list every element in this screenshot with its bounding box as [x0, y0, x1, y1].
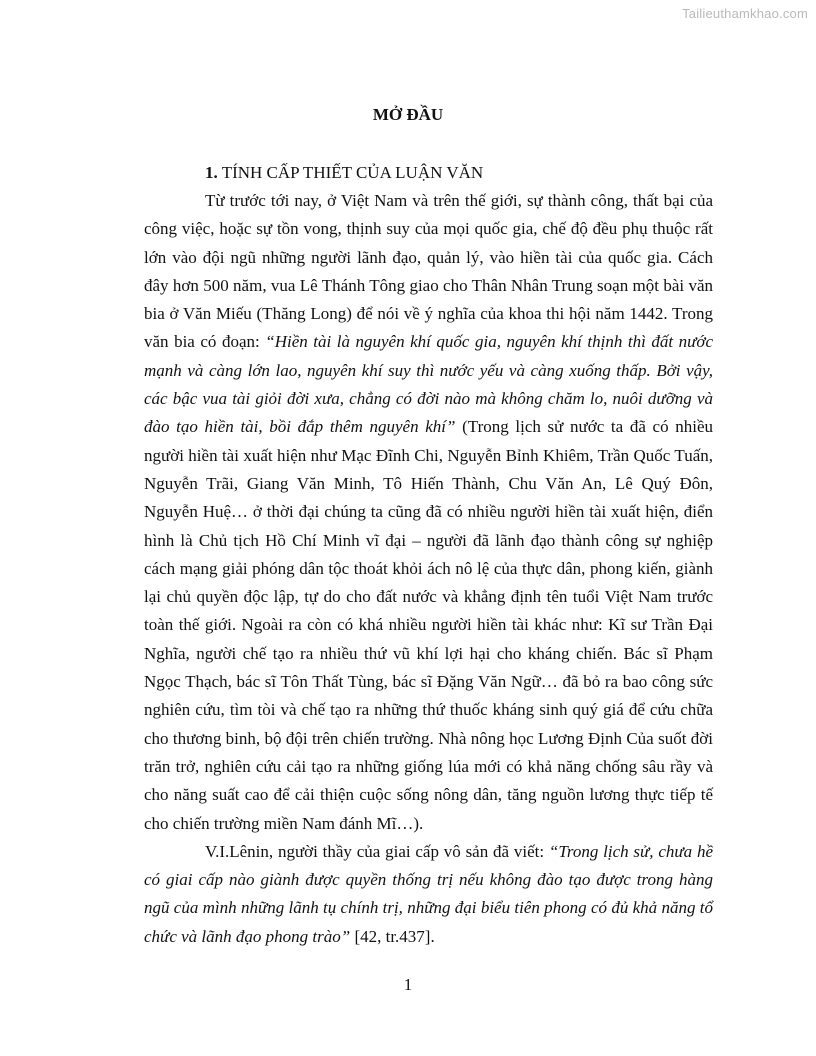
quotation: “Hiền tài là nguyên khí quốc gia, nguyên khí thịnh thì đất nước mạnh và càng lớn lao, nguyên khí suy thì nước yếu và càng xuống thấp. Bởi vậy, các bậc vua tài giỏi đời xưa, chẳng có đời nào mà không chăm lo, nuôi dưỡng và đào tạo hiền tài, bồi đắp thêm nguyên khí” — [144, 332, 713, 437]
citation: [42, tr.437]. — [350, 926, 435, 946]
paragraph-text: V.I.Lênin, người thầy của giai cấp vô sản đã viết: — [205, 841, 549, 861]
watermark-text: Tailieuthamkhao.com — [682, 6, 808, 21]
paragraph — [144, 187, 713, 838]
section-number: 1. — [205, 163, 218, 182]
section-title: TÍNH CẤP THIẾT CỦA LUẬN VĂN — [221, 163, 484, 182]
body-text — [144, 187, 713, 951]
section-heading — [205, 163, 483, 183]
page-number: 1 — [403, 975, 413, 994]
page-title: MỞ ĐẦU — [372, 105, 444, 124]
paragraph-text: (Trong lịch sử nước ta đã có nhiều người hiền tài xuất hiện như Mạc Đĩnh Chi, Nguyễn Bỉnh Khiêm, Trần Quốc Tuấn, Nguyễn Trãi, Giang Văn Minh, Tô Hiến Thành, Chu Văn An, Lê Quý Đôn, Nguyễn Huệ… ở thời đại chúng ta cũng đã có nhiều người hiền tài xuất hiện, điển hình là Chủ tịch Hồ Chí Minh vĩ đại – người đã lãnh đạo thành công sự nghiệp cách mạng giải phóng dân tộc thoát khỏi ách nô lệ của thực dân, phong kiến, giành lại chủ quyền độc lập, tự do cho đất nước và khẳng định tên tuổi Việt Nam trước toàn thế giới. Ngoài ra còn có khá nhiều người hiền tài khác như: Kĩ sư Trần Đại Nghĩa, người chế tạo ra nhiều thứ vũ khí lợi hại cho kháng chiến. Bác sĩ Phạm Ngọc Thạch, bác sĩ Tôn Thất Tùng, bác sĩ Đặng Văn Ngữ… đã bỏ ra bao công sức nghiên cứu, tìm tòi và chế tạo ra những thứ thuốc kháng sinh quý giá để cứu chữa cho thương binh, bộ đội trên chiến trường. Nhà nông học Lương Định Của suốt đời trăn trở, nghiên cứu cải tạo ra những giống lúa mới có khả năng chống sâu rầy và cho năng suất cao để cải thiện cuộc sống nông dân, tăng nguồn lương thực tiếp tế cho chiến trường miền Nam đánh Mĩ…). — [144, 417, 713, 833]
quotation: “Trong lịch sử, chưa hề có giai cấp nào giành được quyền thống trị nếu không đào tạo được trong hàng ngũ của mình những lãnh tụ chính trị, những đại biểu tiên phong có đủ khả năng tổ chức và lãnh đạo phong trào” — [144, 841, 713, 946]
paragraph-text: Từ trước tới nay, ở Việt Nam và trên thế giới, sự thành công, thất bại của công việc, hoặc sự tồn vong, thịnh suy của mọi quốc gia, chế độ đều phụ thuộc rất lớn vào đội ngũ những người lãnh đạo, quản lý, vào hiền tài của quốc gia. Cách đây hơn 500 năm, vua Lê Thánh Tông giao cho Thân Nhân Trung soạn một bài văn bia ở Văn Miếu (Thăng Long) để nói về ý nghĩa của khoa thi hội năm 1442. Trong văn bia có đoạn: — [144, 191, 713, 352]
paragraph — [144, 838, 713, 951]
